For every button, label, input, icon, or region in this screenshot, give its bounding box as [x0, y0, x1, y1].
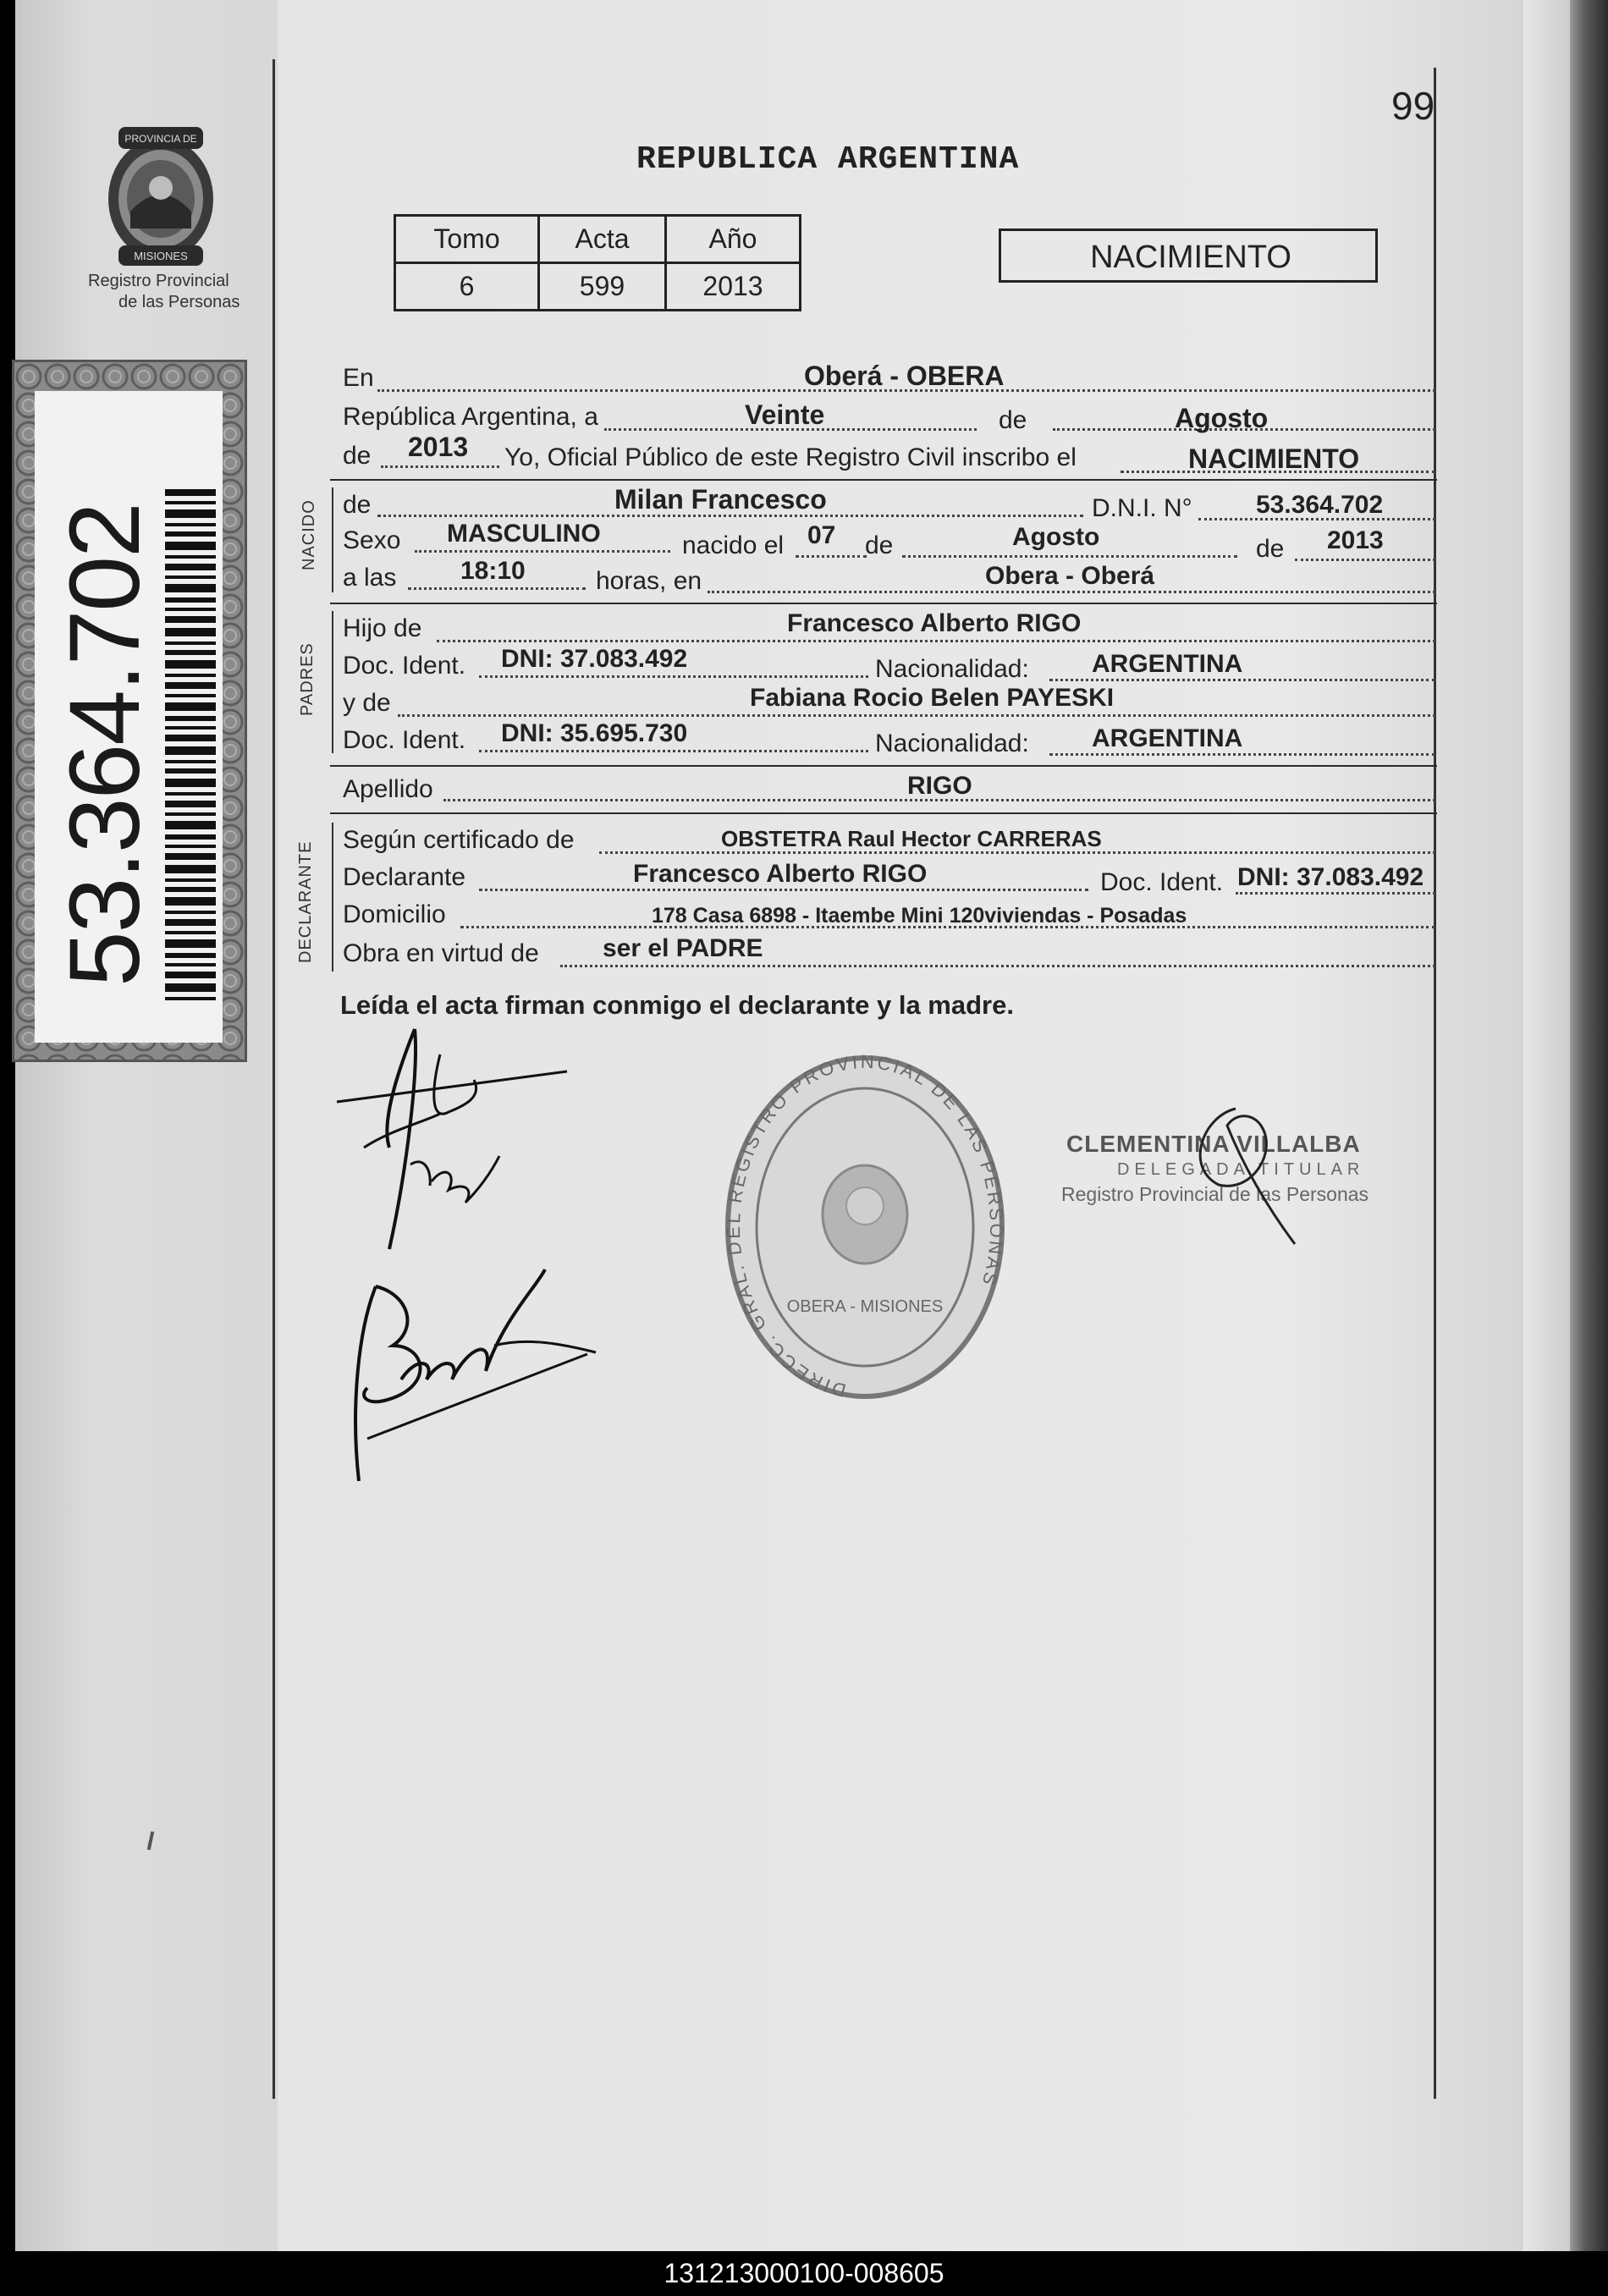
record-type-box	[999, 228, 1378, 283]
seal-bottom-text: MISIONES	[134, 250, 188, 262]
father-nat-label: Nacionalidad:	[875, 655, 1029, 683]
closing-statement: Leída el acta firman conmigo el declarante y la madre.	[340, 990, 1014, 1020]
record-type-label: NACIMIENTO	[1090, 240, 1291, 275]
cert-dots	[599, 851, 1435, 854]
mother-nat-dots	[1049, 753, 1435, 756]
hijo-de-label: Hijo de	[343, 614, 422, 642]
domicilio-label: Domicilio	[343, 900, 446, 928]
registry-place: Oberá - OBERA	[804, 361, 1005, 391]
name-dots	[377, 515, 1083, 517]
child-name: Milan Francesco	[614, 484, 827, 515]
declarant-dni: DNI: 37.083.492	[1237, 863, 1424, 891]
declarant-doc-label: Doc. Ident.	[1100, 868, 1224, 896]
declarant-dni-dots	[1236, 892, 1435, 895]
mother-name: Fabiana Rocio Belen PAYESKI	[750, 684, 1115, 712]
sexo-dots	[415, 550, 670, 553]
declarant-role: ser el PADRE	[603, 934, 763, 962]
official-office: Registro Provincial de las Personas	[1061, 1183, 1369, 1205]
declarante-label: Declarante	[343, 863, 466, 891]
logo-caption-line2: de las Personas	[118, 293, 240, 311]
declarante-dots	[479, 889, 1088, 891]
table-value-tomo: 6	[395, 263, 539, 311]
registration-month: Agosto	[1175, 403, 1269, 433]
footer-document-code: 131213000100-008605	[0, 2251, 1608, 2296]
table-header-tomo: Tomo	[395, 216, 539, 263]
birth-day-dots	[796, 555, 867, 558]
de-label-2: de	[343, 442, 372, 470]
dni-label: D.N.I. N°	[1092, 494, 1192, 522]
declarant-signature	[330, 1021, 584, 1258]
de-label-1: de	[999, 406, 1027, 434]
left-margin-line	[273, 59, 275, 2099]
birth-month: Agosto	[1012, 523, 1100, 551]
father-dots	[437, 640, 1435, 642]
registration-type: NACIMIENTO	[1188, 443, 1360, 474]
father-nat-dots	[1049, 679, 1435, 681]
padres-bracket	[332, 611, 333, 753]
declarant-name: Francesco Alberto RIGO	[633, 860, 928, 888]
table-value-acta: 599	[539, 263, 666, 311]
page-number: 99	[1391, 84, 1435, 128]
logo-caption-line1: Registro Provincial	[88, 272, 229, 290]
table-header-anio: Año	[666, 216, 801, 263]
father-nationality: ARGENTINA	[1092, 650, 1243, 678]
right-margin-line	[1434, 68, 1436, 2099]
registrar-text: Yo, Oficial Público de este Registro Civil inscribo el	[504, 443, 1077, 471]
section-label-padres: PADRES	[298, 642, 317, 716]
republica-label: República Argentina, a	[343, 403, 598, 431]
rule-1	[330, 479, 1437, 481]
a-las-label: a las	[343, 564, 397, 592]
mother-dni-dots	[479, 750, 868, 752]
stamp-ring-text: DIRECC. GRAL. DEL REGISTRO PROVINCIAL DE LAS PERSONAS	[722, 1050, 1008, 1401]
registry-table	[394, 214, 801, 311]
left-binding-strip	[15, 0, 278, 2251]
mother-doc-label: Doc. Ident.	[343, 726, 466, 754]
certifier: OBSTETRA Raul Hector CARRERAS	[721, 826, 1102, 851]
seal-top-text: PROVINCIA DE	[124, 133, 197, 145]
declarante-bracket	[332, 823, 333, 972]
section-label-declarante: DECLARANTE	[296, 840, 315, 963]
birth-de-label: de	[865, 531, 894, 559]
birth-day: 07	[807, 521, 836, 549]
official-title: DELEGADA TITULAR	[1117, 1160, 1365, 1179]
province-seal-logo	[93, 118, 229, 271]
apellido-label: Apellido	[343, 775, 433, 803]
right-shadow	[1570, 0, 1608, 2251]
registration-day: Veinte	[745, 399, 825, 430]
birth-month-dots	[902, 555, 1237, 558]
time-dots	[408, 587, 586, 590]
birth-place: Obera - Oberá	[985, 562, 1155, 590]
official-name: CLEMENTINA VILLALBA	[1066, 1131, 1361, 1157]
rule-2	[330, 603, 1437, 604]
father-name: Francesco Alberto RIGO	[787, 609, 1082, 637]
year-dots	[381, 465, 499, 468]
stamp-inner-text: OBERA - MISIONES	[786, 1297, 944, 1316]
obra-dots	[560, 965, 1435, 967]
section-label-nacido: NACIDO	[300, 499, 318, 570]
official-seal-stamp	[721, 1049, 1009, 1405]
sexo-label: Sexo	[343, 526, 401, 554]
rule-3	[330, 765, 1437, 767]
barcode-number: 53.364.702	[49, 504, 161, 987]
birth-de-label-2: de	[1256, 535, 1285, 563]
table-header-acta: Acta	[539, 216, 666, 263]
official-signature	[1168, 1092, 1303, 1253]
birth-year: 2013	[1327, 526, 1384, 554]
mother-nationality: ARGENTINA	[1092, 724, 1243, 752]
barcode-sticker	[12, 360, 247, 1062]
mother-dots	[398, 714, 1435, 717]
child-sex: MASCULINO	[447, 520, 601, 548]
nacido-de-label: de	[343, 491, 372, 519]
birth-time: 18:10	[460, 557, 526, 585]
right-page-edge	[1523, 0, 1570, 2251]
country-title: REPUBLICA ARGENTINA	[636, 141, 1020, 178]
table-value-anio: 2013	[666, 263, 801, 311]
mother-nat-label: Nacionalidad:	[875, 730, 1029, 757]
nacido-bracket	[332, 487, 333, 592]
rule-4	[330, 812, 1437, 814]
father-dni-dots	[479, 675, 868, 678]
surname: RIGO	[907, 772, 972, 800]
mother-signature	[342, 1253, 613, 1489]
obra-label: Obra en virtud de	[343, 939, 539, 967]
horas-label: horas, en	[596, 567, 702, 595]
birth-year-dots	[1295, 559, 1435, 561]
y-de-label: y de	[343, 689, 391, 717]
father-doc-label: Doc. Ident.	[343, 652, 466, 680]
registration-year: 2013	[408, 432, 469, 462]
child-dni: 53.364.702	[1256, 491, 1384, 519]
birth-place-dots	[708, 591, 1435, 593]
father-dni: DNI: 37.083.492	[501, 645, 688, 673]
nacido-el-label: nacido el	[682, 531, 785, 559]
en-label: En	[343, 364, 374, 392]
mother-dni: DNI: 35.695.730	[501, 719, 688, 747]
domicile: 178 Casa 6898 - Itaembe Mini 120viviendas - Posadas	[652, 904, 1187, 928]
cert-label: Según certificado de	[343, 826, 575, 854]
